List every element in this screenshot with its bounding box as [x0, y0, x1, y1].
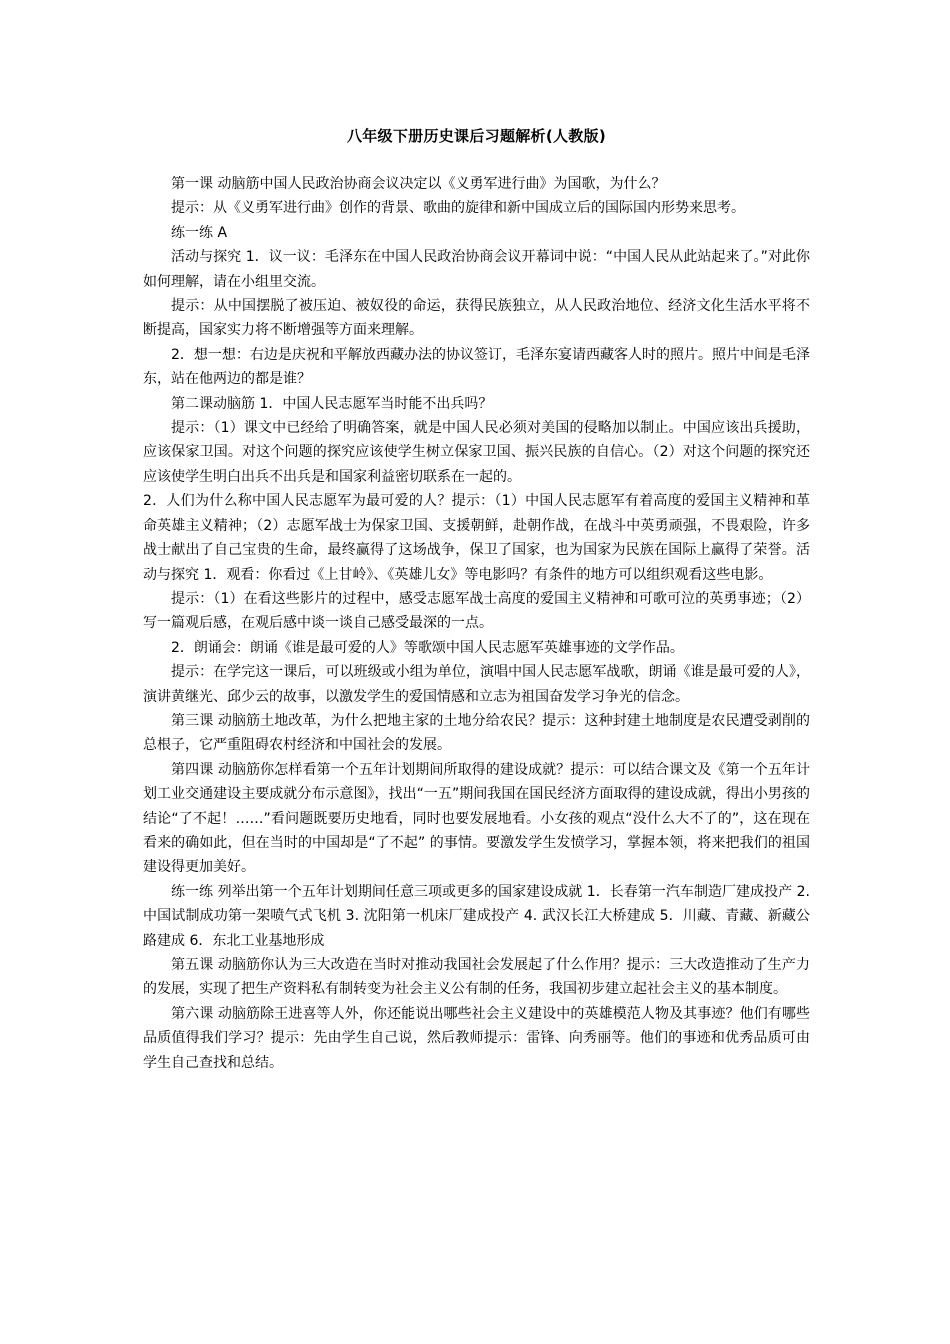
paragraph-think: 2．想一想：右边是庆祝和平解放西藏办法的协议签订，毛泽东宴请西藏客人时的照片。照片中间是毛泽东，站在他两边的都是谁？	[143, 346, 810, 388]
paragraph-recital: 2．朗诵会：朗诵《谁是最可爱的人》等歌颂中国人民志愿军英雄事迹的文学作品。	[171, 639, 684, 656]
document-title: 八年级下册历史课后习题解析(人教版)	[346, 127, 607, 145]
paragraph-movie-hint: 提示：（1）在看这些影片的过程中，感受志愿军战士高度的爱国主义精神和可歌可泣的英勇事迹；（2）写一篇观后感，在观后感中谈一谈自己感受最深的一点。	[143, 590, 810, 632]
paragraph-lesson4: 第四课 动脑筋你怎样看第一个五年计划期间所取得的建设成就？提示：可以结合课文及《第一个五年计划工业交通建设主要成就分布示意图》，找出“一五”期间我国在国民经济方面取得的建设成就，得出小男孩的结论“了不起！……”看问题既要历史地看，同时也要发展地看。小女孩的观点“没什么大不了的”，这在现在看来的确如此，但在当时的中国却是“了不起” 的事情。要激发学生发愤学习，掌握本领，将来把我们的祖国建设得更加美好。	[143, 761, 810, 876]
paragraph-lesson5: 第五课 动脑筋你认为三大改造在当时对推动我国社会发展起了什么作用？提示：三大改造推动了生产力的发展，实现了把生产资料私有制转变为社会主义公有制的任务，我国初步建立起社会主义的基本制度。	[143, 957, 810, 998]
paragraph-lesson3: 第三课 动脑筋土地改革，为什么把地主家的土地分给农民？提示：这种封建土地制度是农民遭受剥削的总根子，它严重阻碍农村经济和中国社会的发展。	[143, 712, 810, 754]
paragraph-lesson1-hint: 提示：从《义勇军进行曲》创作的背景、歌曲的旋律和新中国成立后的国际国内形势来思考。	[171, 200, 745, 217]
paragraph-exercise-list: 练一练 列举出第一个五年计划期间任意三项或更多的国家建设成就 1．长春第一汽车制造厂建成投产 2. 中国试制成功第一架喷气式飞机 3. 沈阳第一机床厂建成投产 4. 武汉长江大桥建成 5．川藏、青藏、新藏公路建成 6．东北工业基地形成	[143, 883, 810, 949]
paragraph-lesson2-hint: 提示：（1）课文中已经给了明确答案，就是中国人民必须对美国的侵略加以制止。中国应该出兵援助，应该保家卫国。对这个问题的探究应该使学生树立保家卫国、振兴民族的自信心。（2）对这个问题的探究还应该使学生明白出兵不出兵是和国家利益密切联系在一起的。	[143, 420, 810, 485]
paragraph-lesson1-question: 第一课 动脑筋中国人民政治协商会议决定以《义勇军进行曲》为国歌，为什么？	[171, 176, 666, 192]
document-body	[143, 172, 810, 1075]
paragraph-activity-discuss: 活动与探究 1．议一议：毛泽东在中国人民政治协商会议开幕词中说：“中国人民从此站起来了。”对此你如何理解，请在小组里交流。	[143, 249, 810, 290]
paragraph-lesson2-question: 第二课动脑筋 1．中国人民志愿军当时能不出兵吗？	[171, 395, 493, 412]
paragraph-lesson6: 第六课 动脑筋除王进喜等人外，你还能说出哪些社会主义建设中的英雄模范人物及其事迹？他们有哪些品质值得我们学习？提示：先由学生自己说，然后教师提示：雷锋、向秀丽等。他们的事迹和优秀品质可由学生自己查找和总结。	[143, 1005, 810, 1071]
paragraph-exercise-a: 练一练 A	[171, 224, 228, 241]
paragraph-activity-hint: 提示：从中国摆脱了被压迫、被奴役的命运，获得民族独立，从人民政治地位、经济文化生活水平将不断提高，国家实力将不断增强等方面来理解。	[143, 298, 810, 339]
paragraph-lesson2-question2: 2．人们为什么称中国人民志愿军为最可爱的人？提示：（1）中国人民志愿军有着高度的爱国主义精神和革命英雄主义精神；（2）志愿军战士为保家卫国、支援朝鲜，赴朝作战，在战斗中英勇顽强，不畏艰险，许多战士献出了自己宝贵的生命，最终赢得了这场战争，保卫了国家，也为国家为民族在国际上赢得了荣誉。活动与探究 1．观看：你看过《上甘岭》、《英雄儿女》等电影吗？有条件的地方可以组织观看这些电影。	[143, 493, 810, 583]
paragraph-recital-hint: 提示：在学完这一课后，可以班级或小组为单位，演唱中国人民志愿军战歌，朗诵《谁是最可爱的人》，演讲黄继光、邱少云的故事，以激发学生的爱国情感和立志为祖国奋发学习争光的信念。	[143, 664, 810, 705]
